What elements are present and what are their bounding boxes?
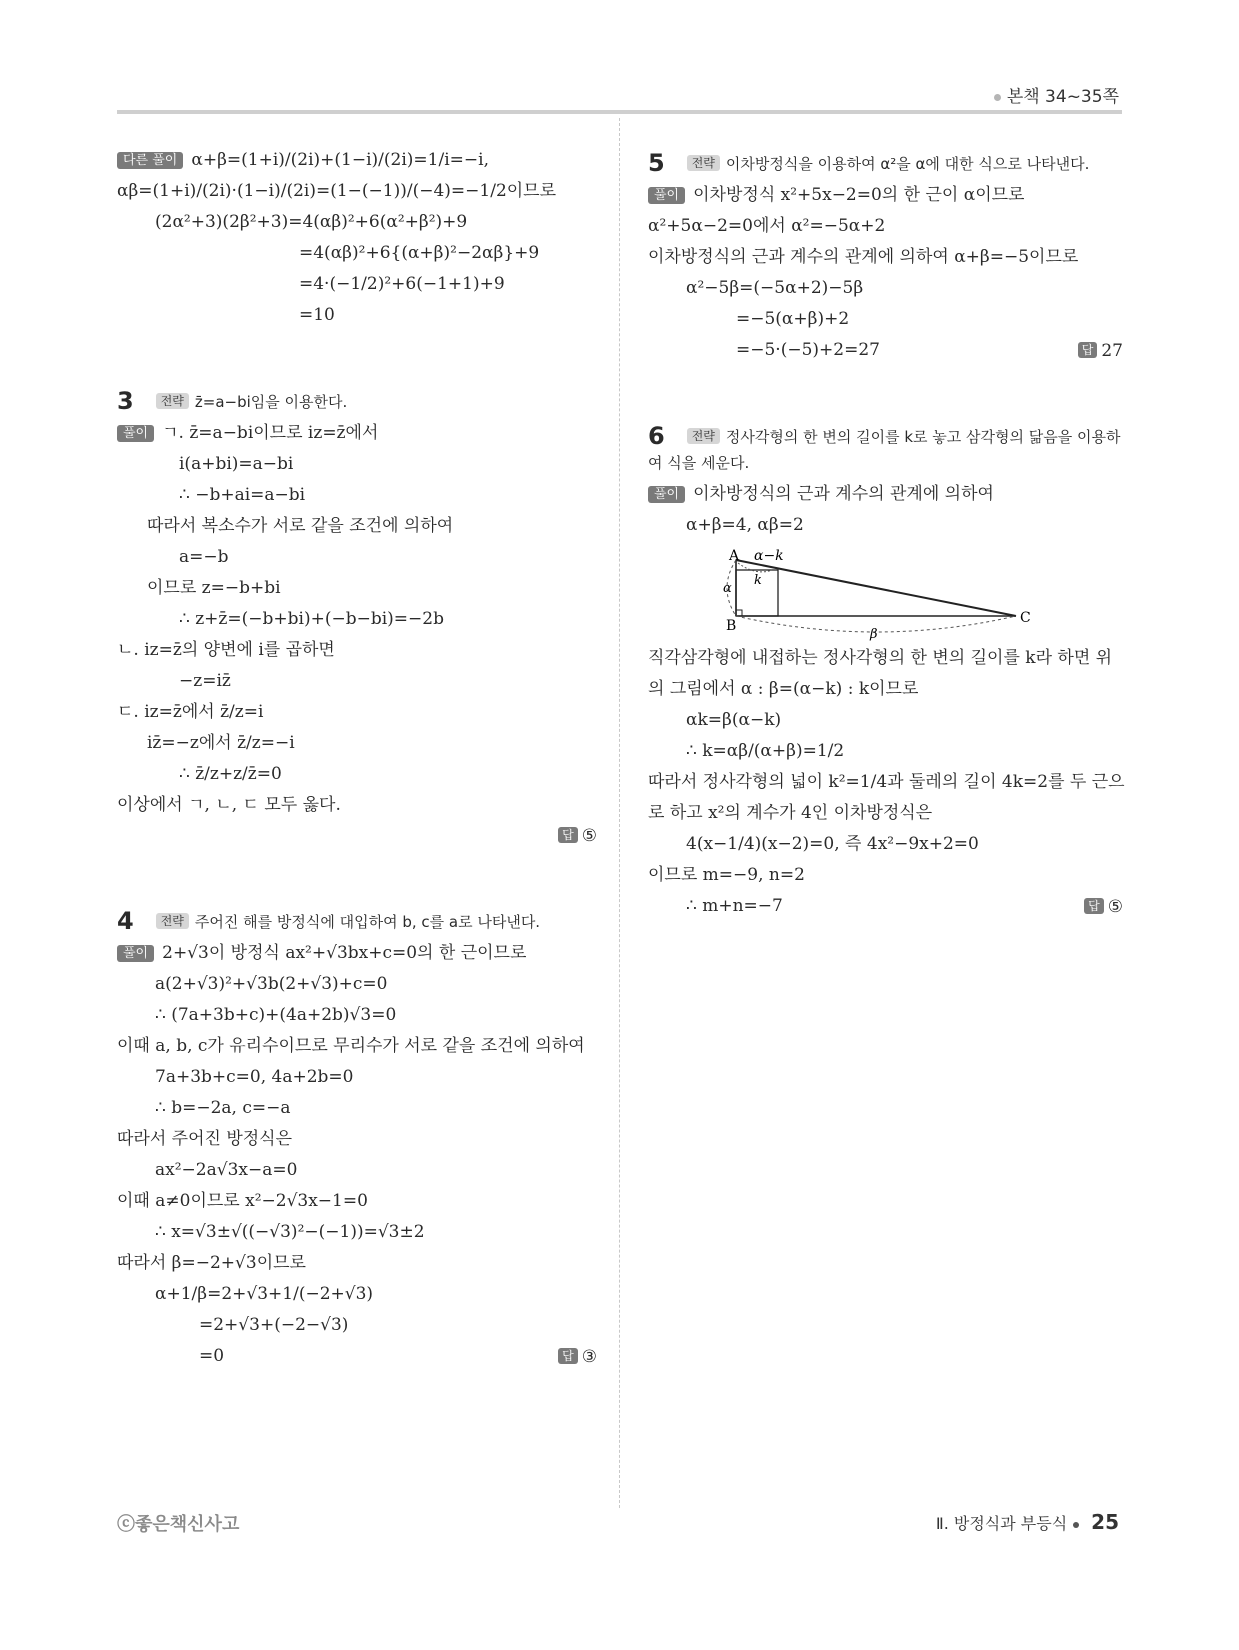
strategy-badge: 전략 bbox=[687, 155, 720, 171]
math-line: 4(x−1/4)(x−2)=0, 즉 4x²−9x+2=0 bbox=[686, 834, 979, 854]
problem-5 bbox=[648, 150, 1123, 371]
left-column bbox=[117, 150, 597, 1377]
problem-6 bbox=[648, 423, 1123, 927]
math-line: =0 bbox=[199, 1346, 225, 1366]
math-line: 7a+3b+c=0, 4a+2b=0 bbox=[155, 1067, 354, 1087]
math-line: a(2+√3)²+√3b(2+√3)+c=0 bbox=[155, 974, 388, 994]
problem-3 bbox=[117, 388, 597, 856]
math-line: =2+√3+(−2−√3) bbox=[199, 1315, 349, 1335]
math-line: =4·(−1/2)²+6(−1+1)+9 bbox=[299, 274, 505, 294]
answer-badge: 답 bbox=[1084, 898, 1104, 914]
math-line: ax²−2a√3x−a=0 bbox=[155, 1160, 298, 1180]
page-reference bbox=[994, 82, 1119, 107]
solution-badge: 풀이 bbox=[117, 945, 154, 962]
label-alpha-minus-k: α−k bbox=[754, 548, 784, 564]
answer-badge: 답 bbox=[558, 1348, 578, 1364]
problem-number: 6 bbox=[648, 422, 665, 450]
strategy-text: z̄=a−bi임을 이용한다. bbox=[194, 393, 348, 411]
math-line: 따라서 복소수가 서로 같을 조건에 의하여 bbox=[147, 516, 454, 536]
problem-number: 4 bbox=[117, 907, 134, 935]
math-line: (2α²+3)(2β²+3)=4(αβ)²+6(α²+β²)+9 bbox=[155, 212, 468, 232]
math-line: 이상에서 ㄱ, ㄴ, ㄷ 모두 옳다. bbox=[117, 795, 341, 815]
problem-number: 5 bbox=[648, 149, 665, 177]
math-line: α²+5α−2=0에서 α²=−5α+2 bbox=[648, 216, 886, 236]
bullet-dot-icon bbox=[994, 94, 1001, 101]
math-line: α²−5β=(−5α+2)−5β bbox=[686, 278, 864, 298]
chapter-footer bbox=[936, 1510, 1119, 1534]
answer-value: ⑤ bbox=[1107, 897, 1123, 917]
math-line: ∴ z̄/z+z/z̄=0 bbox=[179, 764, 282, 784]
strategy-badge: 전략 bbox=[156, 393, 189, 409]
math-line: a=−b bbox=[179, 547, 229, 567]
chapter-title: Ⅱ. 방정식과 부등식 bbox=[935, 1514, 1068, 1533]
page-reference-text: 본책 34~35쪽 bbox=[1006, 87, 1119, 107]
label-k: k bbox=[754, 573, 762, 588]
math-line: 이므로 m=−9, n=2 bbox=[648, 865, 805, 885]
answer-value: ⑤ bbox=[581, 826, 597, 846]
math-line: ㄴ. iz=z̄의 양변에 i를 곱하면 bbox=[117, 640, 335, 660]
label-alpha: α bbox=[723, 581, 732, 596]
math-line: 2+√3이 방정식 ax²+√3bx+c=0의 한 근이므로 bbox=[162, 943, 527, 963]
math-line: α+β=4, αβ=2 bbox=[686, 515, 804, 535]
label-b: B bbox=[726, 618, 737, 634]
math-line: 따라서 β=−2+√3이므로 bbox=[117, 1253, 306, 1273]
math-line: =−5(α+β)+2 bbox=[736, 309, 850, 329]
math-line: α+1/β=2+√3+1/(−2+√3) bbox=[155, 1284, 374, 1304]
bullet-dot-icon bbox=[1073, 1522, 1079, 1528]
math-line: 이때 a, b, c가 유리수이므로 무리수가 서로 같을 조건에 의하여 bbox=[117, 1036, 585, 1056]
label-c: C bbox=[1020, 610, 1031, 626]
math-line: ∴ x=√3±√((−√3)²−(−1))=√3±2 bbox=[155, 1222, 425, 1242]
answer-value: ③ bbox=[581, 1347, 597, 1367]
math-line: 의 그림에서 α : β=(α−k) : k이므로 bbox=[648, 679, 919, 699]
solution-badge: 풀이 bbox=[648, 187, 685, 204]
math-line: 이때 a≠0이므로 x²−2√3x−1=0 bbox=[117, 1191, 368, 1211]
answer-value: 27 bbox=[1101, 341, 1123, 361]
math-line: α+β=(1+i)/(2i)+(1−i)/(2i)=1/i=−i, bbox=[191, 150, 489, 170]
math-line: 따라서 주어진 방정식은 bbox=[117, 1129, 293, 1149]
math-line: 이차방정식 x²+5x−2=0의 한 근이 α이므로 bbox=[693, 185, 1025, 205]
strategy-text: 주어진 해를 방정식에 대입하여 b, c를 a로 나타낸다. bbox=[194, 913, 541, 931]
strategy-text: 정사각형의 한 변의 길이를 k로 놓고 삼각형의 닮음을 이용하여 식을 세운다. bbox=[648, 428, 1121, 472]
math-line: ㄷ. iz=z̄에서 z̄/z=i bbox=[117, 702, 264, 722]
top-rule bbox=[117, 110, 1122, 114]
math-line: i(a+bi)=a−bi bbox=[179, 454, 294, 474]
math-line: 이므로 z=−b+bi bbox=[147, 578, 281, 598]
label-a: A bbox=[729, 548, 740, 564]
right-angle-mark bbox=[736, 610, 742, 616]
math-line: ∴ z+z̄=(−b+bi)+(−b−bi)=−2b bbox=[179, 609, 444, 629]
solution-badge: 풀이 bbox=[117, 425, 154, 442]
math-line: 이차방정식의 근과 계수의 관계에 의하여 α+β=−5이므로 bbox=[648, 247, 1079, 267]
math-line: ㄱ. z̄=a−bi이므로 iz=z̄에서 bbox=[162, 423, 379, 443]
problem-4 bbox=[117, 908, 597, 1377]
math-line: ∴ −b+ai=a−bi bbox=[179, 485, 306, 505]
alt-solution-badge: 다른 풀이 bbox=[117, 152, 183, 169]
label-beta: β bbox=[870, 627, 878, 642]
strategy-badge: 전략 bbox=[156, 913, 189, 929]
math-line: 로 하고 x²의 계수가 4인 이차방정식은 bbox=[648, 803, 933, 823]
math-line: −z=iz̄ bbox=[179, 671, 231, 691]
problem-number: 3 bbox=[117, 387, 134, 415]
strategy-text: 이차방정식을 이용하여 α²을 α에 대한 식으로 나타낸다. bbox=[725, 155, 1090, 173]
answer-badge: 답 bbox=[1078, 342, 1098, 358]
math-line: 이차방정식의 근과 계수의 관계에 의하여 bbox=[693, 484, 994, 504]
column-divider bbox=[619, 118, 620, 1508]
math-line: ∴ (7a+3b+c)+(4a+2b)√3=0 bbox=[155, 1005, 397, 1025]
math-line: iz̄=−z에서 z̄/z=−i bbox=[147, 733, 295, 753]
math-line: ∴ m+n=−7 bbox=[686, 896, 783, 916]
math-line: =−5·(−5)+2=27 bbox=[736, 340, 880, 360]
math-line: αk=β(α−k) bbox=[686, 710, 782, 730]
math-line: 직각삼각형에 내접하는 정사각형의 한 변의 길이를 k라 하면 위 bbox=[648, 648, 1113, 668]
triangle-square-diagram bbox=[724, 550, 1044, 640]
math-line: 따라서 정사각형의 넓이 k²=1/4과 둘레의 길이 4k=2를 두 근으 bbox=[648, 772, 1125, 792]
math-line: αβ=(1+i)/(2i)·(1−i)/(2i)=(1−(−1))/(−4)=−1/2이므로 bbox=[117, 181, 557, 201]
math-line: =4(αβ)²+6{(α+β)²−2αβ}+9 bbox=[299, 243, 540, 263]
math-line: ∴ b=−2a, c=−a bbox=[155, 1098, 291, 1118]
publisher-brand: ⓒ좋은책신사고 bbox=[117, 1514, 240, 1535]
page-number: 25 bbox=[1091, 1510, 1119, 1534]
answer-badge: 답 bbox=[558, 827, 578, 843]
right-column bbox=[648, 150, 1123, 927]
solution-badge: 풀이 bbox=[648, 486, 685, 503]
math-line: ∴ k=αβ/(α+β)=1/2 bbox=[686, 741, 845, 761]
strategy-badge: 전략 bbox=[687, 428, 720, 444]
math-line: =10 bbox=[299, 305, 335, 325]
alt-solution-block bbox=[117, 150, 597, 336]
